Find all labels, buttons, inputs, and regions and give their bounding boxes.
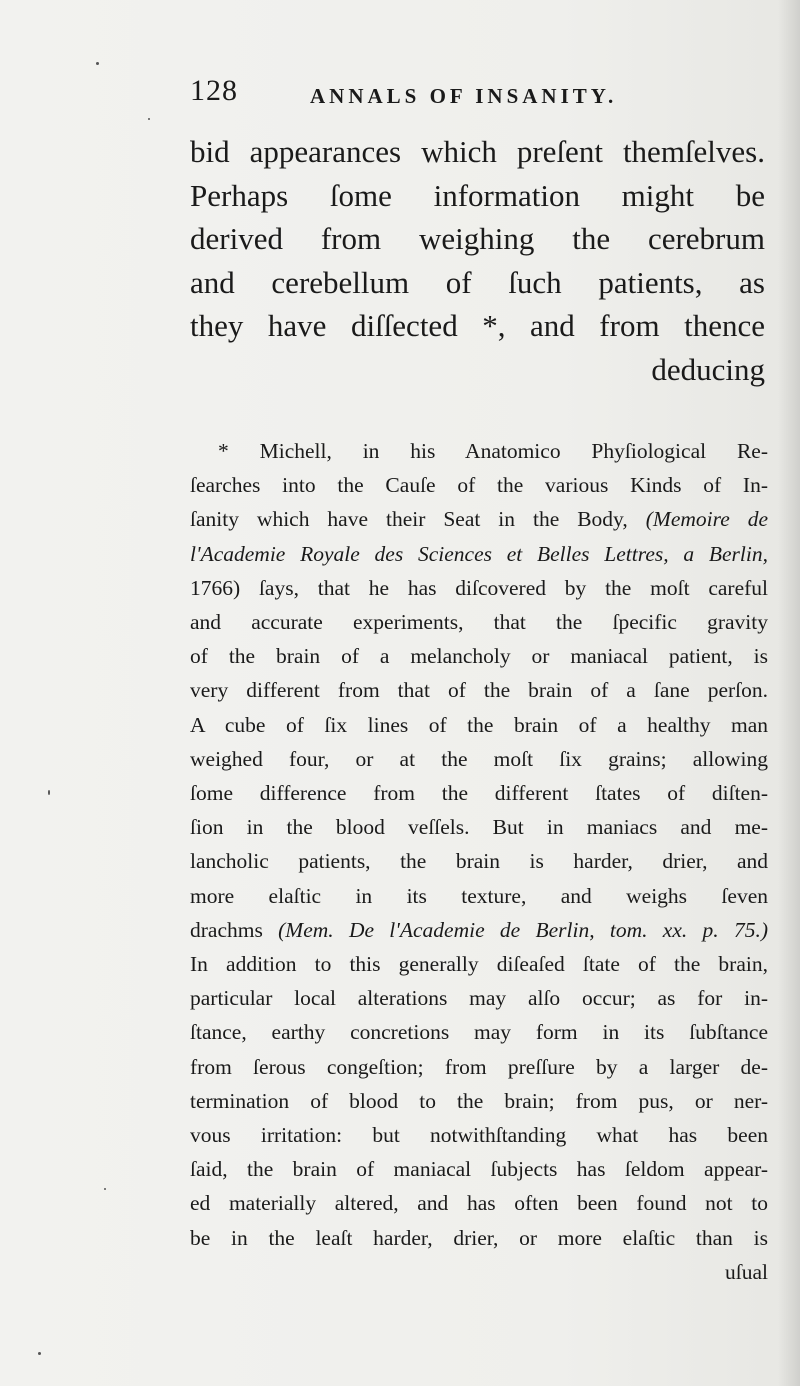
footnote [190,434,768,1289]
footnote-line: ed materially altered, and has often been found not to [190,1191,768,1216]
footnote-citation: (Memoire de [645,507,768,532]
footnote-line: vous irritation: but notwithſtanding what has been [190,1123,768,1148]
footnote-line: A cube of ſix lines of the brain of a healthy man [190,712,768,737]
paper-speck [148,118,150,120]
footnote-line: from ſerous congeſtion; from preſſure by a larger de- [190,1054,768,1079]
page-gutter-shadow [778,0,800,1386]
catchword: deducing [651,351,765,387]
paper-speck [38,1352,41,1355]
page-header [190,74,770,114]
paper-speck [48,790,50,795]
footnote-line: more elaſtic in its texture, and weighs ſeven [190,883,768,908]
footnote-line: * Michell, in his Anatomico Phyſiological Re- [218,439,768,463]
main-line: and cerebellum of ſuch patients, as [190,264,765,300]
footnote-line: of the brain of a melancholy or maniacal patient, is [190,644,768,669]
footnote-line [190,913,768,947]
paper-speck [104,1188,106,1190]
footnote-citation-line: l'Academie Royale des Sciences et Belles Lettres, a Berlin, [190,541,768,566]
footnote-line: weighed four, or at the moſt ſix grains; allowing [190,746,768,771]
footnote-line: ſaid, the brain of maniacal ſubjects has ſeldom appear- [190,1157,768,1182]
catchword: uſual [725,1259,768,1284]
main-line: derived from weighing the cerebrum [190,221,765,256]
footnote-line: ſome difference from the different ſtates of diſten- [190,781,768,806]
footnote-line: ſearches into the Cauſe of the various Kinds of In- [190,473,768,498]
running-head: ANNALS OF INSANITY. [310,84,618,108]
footnote-citation: (Mem. De l'Academie de Berlin, tom. xx. p. 75.) [278,917,769,942]
footnote-line: lancholic patients, the brain is harder, drier, and [190,849,768,874]
footnote-text: drachms [190,917,263,942]
footnote-line: be in the leaſt harder, drier, or more elaſtic than is [190,1225,768,1250]
footnote-line: ſion in the blood veſſels. But in maniacs and me- [190,815,768,840]
footnote-line: In addition to this generally diſeaſed ſtate of the brain, [190,952,768,977]
footnote-line: ſtance, earthy concretions may form in its ſubſtance [190,1020,768,1045]
page-number: 128 [190,74,238,107]
footnote-text: ſanity which have their Seat in the Body, [190,507,628,532]
footnote-line: and accurate experiments, that the ſpecific gravity [190,610,768,635]
main-line: bid appearances which preſent themſelves. [190,134,765,169]
footnote-line: termination of blood to the brain; from pus, or ner- [190,1088,768,1113]
main-line: they have diſſected *, and from thence [190,308,765,343]
footnote-line: particular local alterations may alſo occur; as for in- [190,986,768,1011]
footnote-line: 1766) ſays, that he has diſcovered by the moſt careful [190,575,768,600]
main-text [190,130,765,391]
main-line: Perhaps ſome information might be [190,177,765,213]
footnote-line [190,502,768,536]
paper-speck [96,62,99,65]
footnote-line: very different from that of the brain of a ſane perſon. [190,678,768,703]
